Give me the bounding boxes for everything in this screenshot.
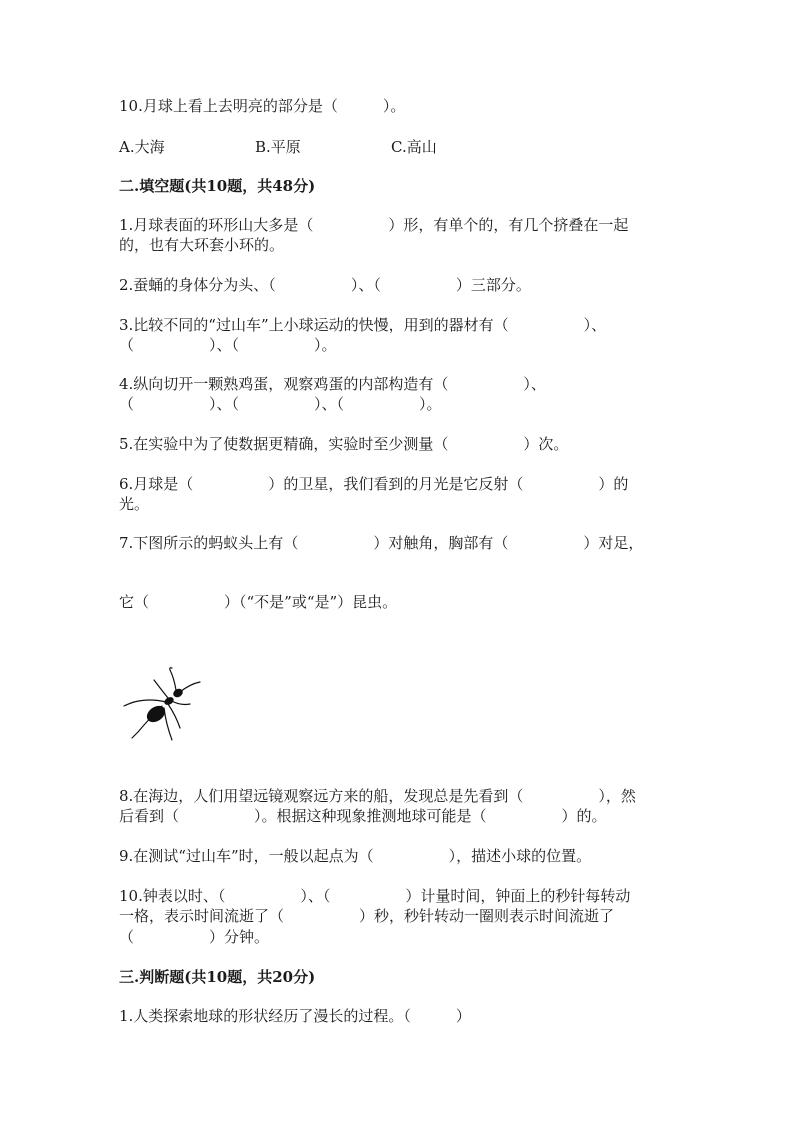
section-3-heading: 三.判断题(共10题，共20分): [119, 968, 316, 986]
option-c: C.高山: [391, 138, 437, 156]
fill-q8-line1: 8.在海边，人们用望远镜观察远方来的船，发现总是先看到（ ），然: [119, 787, 636, 805]
fill-q5: 5.在实验中为了使数据更精确，实验时至少测量（ ）次。: [119, 435, 569, 453]
option-a: A.大海: [119, 138, 165, 156]
option-b: B.平原: [255, 138, 301, 156]
fill-q4-line2: （ ）、（ ）、（ ）。: [119, 395, 442, 413]
fill-q7-line2: 它（ ）（“不是”或“是”）昆虫。: [119, 593, 398, 611]
fill-q10-line3: （ ）分钟。: [119, 928, 270, 946]
fill-q10-line2: 一格，表示时间流逝了（ ）秒，秒针转动一圈则表示时间流逝了: [119, 907, 615, 925]
fill-q3-line2: （ ）、（ ）。: [119, 336, 337, 354]
ant-head: [172, 687, 185, 699]
fill-q9: 9.在测试“过山车”时，一般以起点为（ ），描述小球的位置。: [119, 847, 592, 865]
ant-antenna-right: [180, 682, 200, 692]
fill-q2: 2.蚕蛹的身体分为头、（ ）、（ ）三部分。: [119, 276, 531, 294]
ant-image: [120, 662, 206, 746]
fill-q8-line2: 后看到（ ）。根据这种现象推测地球可能是（ ）的。: [119, 807, 607, 825]
fill-q7-line1: 7.下图所示的蚂蚁头上有（ ）对触角，胸部有（ ）对足，: [119, 534, 644, 552]
judge-q1: 1.人类探索地球的形状经历了漫长的过程。（ ）: [119, 1007, 471, 1025]
fill-q6-line1: 6.月球是（ ）的卫星，我们看到的月光是它反射（ ）的: [119, 475, 629, 493]
section-2-heading: 二.填空题(共10题，共48分): [119, 177, 316, 195]
fill-q10-line1: 10.钟表以时、（ ）、（ ）计量时间，钟面上的秒针每转动: [119, 887, 631, 905]
fill-q1-line2: 的，也有大环套小环的。: [119, 236, 285, 254]
ant-antenna-left: [170, 668, 176, 690]
fill-q1-line1: 1.月球表面的环形山大多是（ ）形，有单个的，有几个挤叠在一起: [119, 216, 629, 234]
fill-q6-line2: 光。: [119, 495, 150, 513]
fill-q4-line1: 4.纵向切开一颗熟鸡蛋，观察鸡蛋的内部构造有（ ）、: [119, 375, 546, 393]
question-10-moon-bright: 10.月球上看上去明亮的部分是（ ）。: [119, 97, 406, 115]
fill-q3-line1: 3.比较不同的“过山车”上小球运动的快慢，用到的器材有（ ）、: [119, 316, 607, 334]
